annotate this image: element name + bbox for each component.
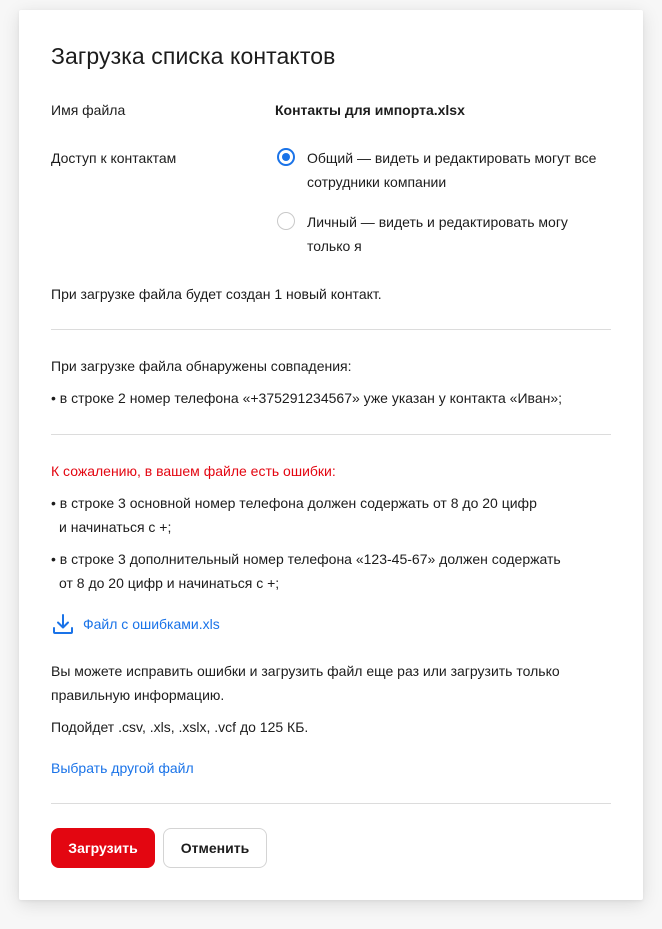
divider bbox=[51, 803, 611, 804]
error-item-line1: • в строке 3 дополнительный номер телефона «123-45-67» должен содержать bbox=[51, 551, 561, 567]
matches-title: При загрузке файла обнаружены совпадения: bbox=[51, 358, 352, 374]
error-item bbox=[51, 491, 537, 539]
access-option-shared[interactable] bbox=[277, 146, 607, 196]
download-icon bbox=[51, 612, 75, 636]
download-errors-file-link[interactable] bbox=[51, 611, 220, 637]
errors-title: К сожалению, в вашем файле есть ошибки: bbox=[51, 463, 336, 479]
access-label: Доступ к контактам bbox=[51, 150, 177, 166]
error-item-line2: от 8 до 20 цифр и начинаться с +; bbox=[59, 575, 280, 591]
choose-other-file-link[interactable]: Выбрать другой файл bbox=[51, 760, 194, 776]
upload-contacts-dialog bbox=[19, 10, 643, 900]
access-option-personal-label: Личный — видеть и редактировать могу только я bbox=[307, 214, 568, 254]
radio-shared[interactable] bbox=[277, 148, 295, 166]
file-name-value: Контакты для импорта.xlsx bbox=[275, 102, 465, 118]
upload-button[interactable]: Загрузить bbox=[51, 828, 155, 868]
formats-text: Подойдет .csv, .xls, .xslx, .vcf до 125 КБ. bbox=[51, 719, 309, 735]
error-item-line2: и начинаться с +; bbox=[59, 519, 172, 535]
dialog-title: Загрузка списка контактов bbox=[51, 43, 336, 69]
error-item-line1: • в строке 3 основной номер телефона должен содержать от 8 до 20 цифр bbox=[51, 495, 537, 511]
match-item: • в строке 2 номер телефона «+375291234567» уже указан у контакта «Иван»; bbox=[51, 390, 563, 406]
access-option-personal[interactable] bbox=[277, 210, 607, 260]
download-errors-file-label: Файл с ошибками.xls bbox=[83, 616, 220, 632]
hint-text-line1: Вы можете исправить ошибки и загрузить файл еще раз или загрузить только bbox=[51, 663, 560, 679]
cancel-button[interactable]: Отменить bbox=[163, 828, 267, 868]
divider bbox=[51, 329, 611, 330]
file-name-label: Имя файла bbox=[51, 102, 126, 118]
hint-text-line2: правильную информацию. bbox=[51, 687, 225, 703]
summary-text: При загрузке файла будет создан 1 новый контакт. bbox=[51, 286, 382, 302]
error-item bbox=[51, 547, 561, 595]
radio-personal[interactable] bbox=[277, 212, 295, 230]
access-option-shared-label: Общий — видеть и редактировать могут все сотрудники компании bbox=[307, 150, 597, 190]
divider bbox=[51, 434, 611, 435]
